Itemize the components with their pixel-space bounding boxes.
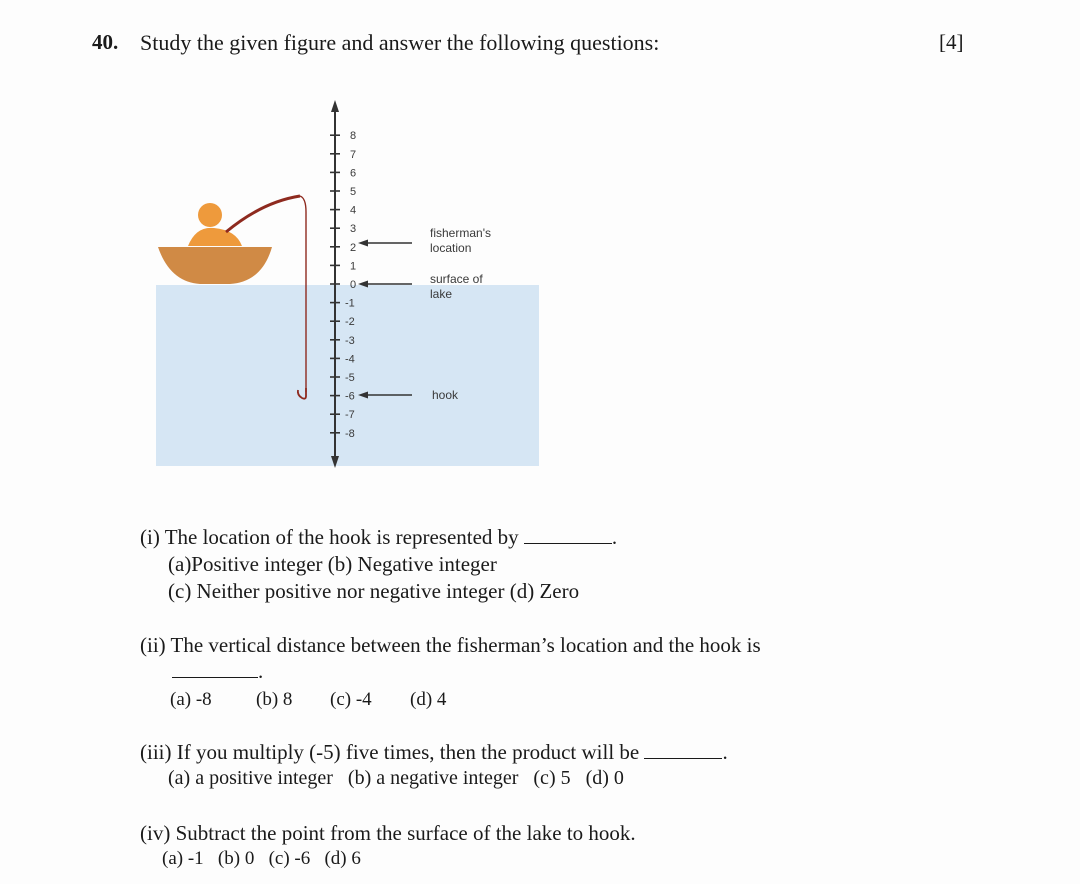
- fisherman-body: [188, 228, 242, 246]
- label-surface-line2: lake: [430, 287, 453, 301]
- label-surface-line1: surface of: [430, 272, 483, 286]
- fisherman-pointer-arrow-icon: [358, 240, 368, 247]
- scale-label: 4: [350, 204, 357, 217]
- fishing-rod: [226, 196, 300, 232]
- q2-option-d: (d) 4: [410, 689, 447, 710]
- q2-option-c: (c) -4: [330, 689, 372, 710]
- boat: [158, 247, 272, 284]
- q2-option-a: (a) -8: [170, 689, 212, 710]
- q1-options-line2: (c) Neither positive nor negative integer (d) Zero: [168, 579, 580, 603]
- scale-label: 2: [350, 241, 357, 254]
- q2-answer-blank[interactable]: [172, 661, 258, 678]
- scale-label: 0: [350, 279, 357, 291]
- q1-answer-blank[interactable]: [524, 527, 612, 544]
- scale-label: -6: [345, 390, 355, 403]
- label-fisherman-line1: fisherman's: [430, 226, 491, 240]
- scale-label: 6: [350, 167, 357, 180]
- q2-blank-line: .: [172, 659, 263, 684]
- scale-label: -8: [345, 427, 355, 440]
- q1-line: (i) The location of the hook is represented by .: [140, 525, 618, 549]
- scale-label: 8: [350, 130, 357, 143]
- scale-label: -3: [345, 334, 355, 347]
- scale-label: 3: [350, 223, 357, 236]
- label-fisherman-line2: location: [430, 241, 472, 255]
- scale-label: -7: [345, 409, 355, 422]
- scale-label: 1: [350, 260, 357, 273]
- axis-arrow-up-icon: [331, 100, 339, 112]
- scale-label: -4: [345, 353, 355, 366]
- q4-options: (a) -1 (b) 0 (c) -6 (d) 6: [162, 848, 361, 869]
- label-hook: hook: [432, 388, 459, 402]
- q1-text: (i) The location of the hook is represented by: [140, 525, 519, 549]
- question-number: 40.: [92, 30, 119, 54]
- q3-answer-blank[interactable]: [644, 742, 722, 759]
- scale-label: -5: [345, 372, 355, 384]
- q3-text: (iii) If you multiply (-5) five times, then the product will be: [140, 740, 640, 764]
- q2-text: (ii) The vertical distance between the fisherman’s location and the hook is: [140, 633, 761, 657]
- question-prompt: Study the given figure and answer the following questions:: [140, 30, 660, 55]
- scale-label: -2: [345, 316, 355, 329]
- q4-text: (iv) Subtract the point from the surface of the lake to hook.: [140, 821, 636, 845]
- q3-options: (a) a positive integer (b) a negative integer (c) 5 (d) 0: [168, 767, 624, 789]
- scale-label: 5: [350, 186, 357, 198]
- q3-line: (iii) If you multiply (-5) five times, then the product will be .: [140, 740, 728, 764]
- fisherman-head: [198, 203, 222, 227]
- scale-label: 7: [350, 148, 357, 161]
- marks-label: [4]: [939, 30, 964, 54]
- scale-label: -1: [345, 297, 355, 310]
- q2-option-b: (b) 8: [256, 689, 293, 710]
- q1-options-line1: (a)Positive integer (b) Negative integer: [168, 552, 497, 576]
